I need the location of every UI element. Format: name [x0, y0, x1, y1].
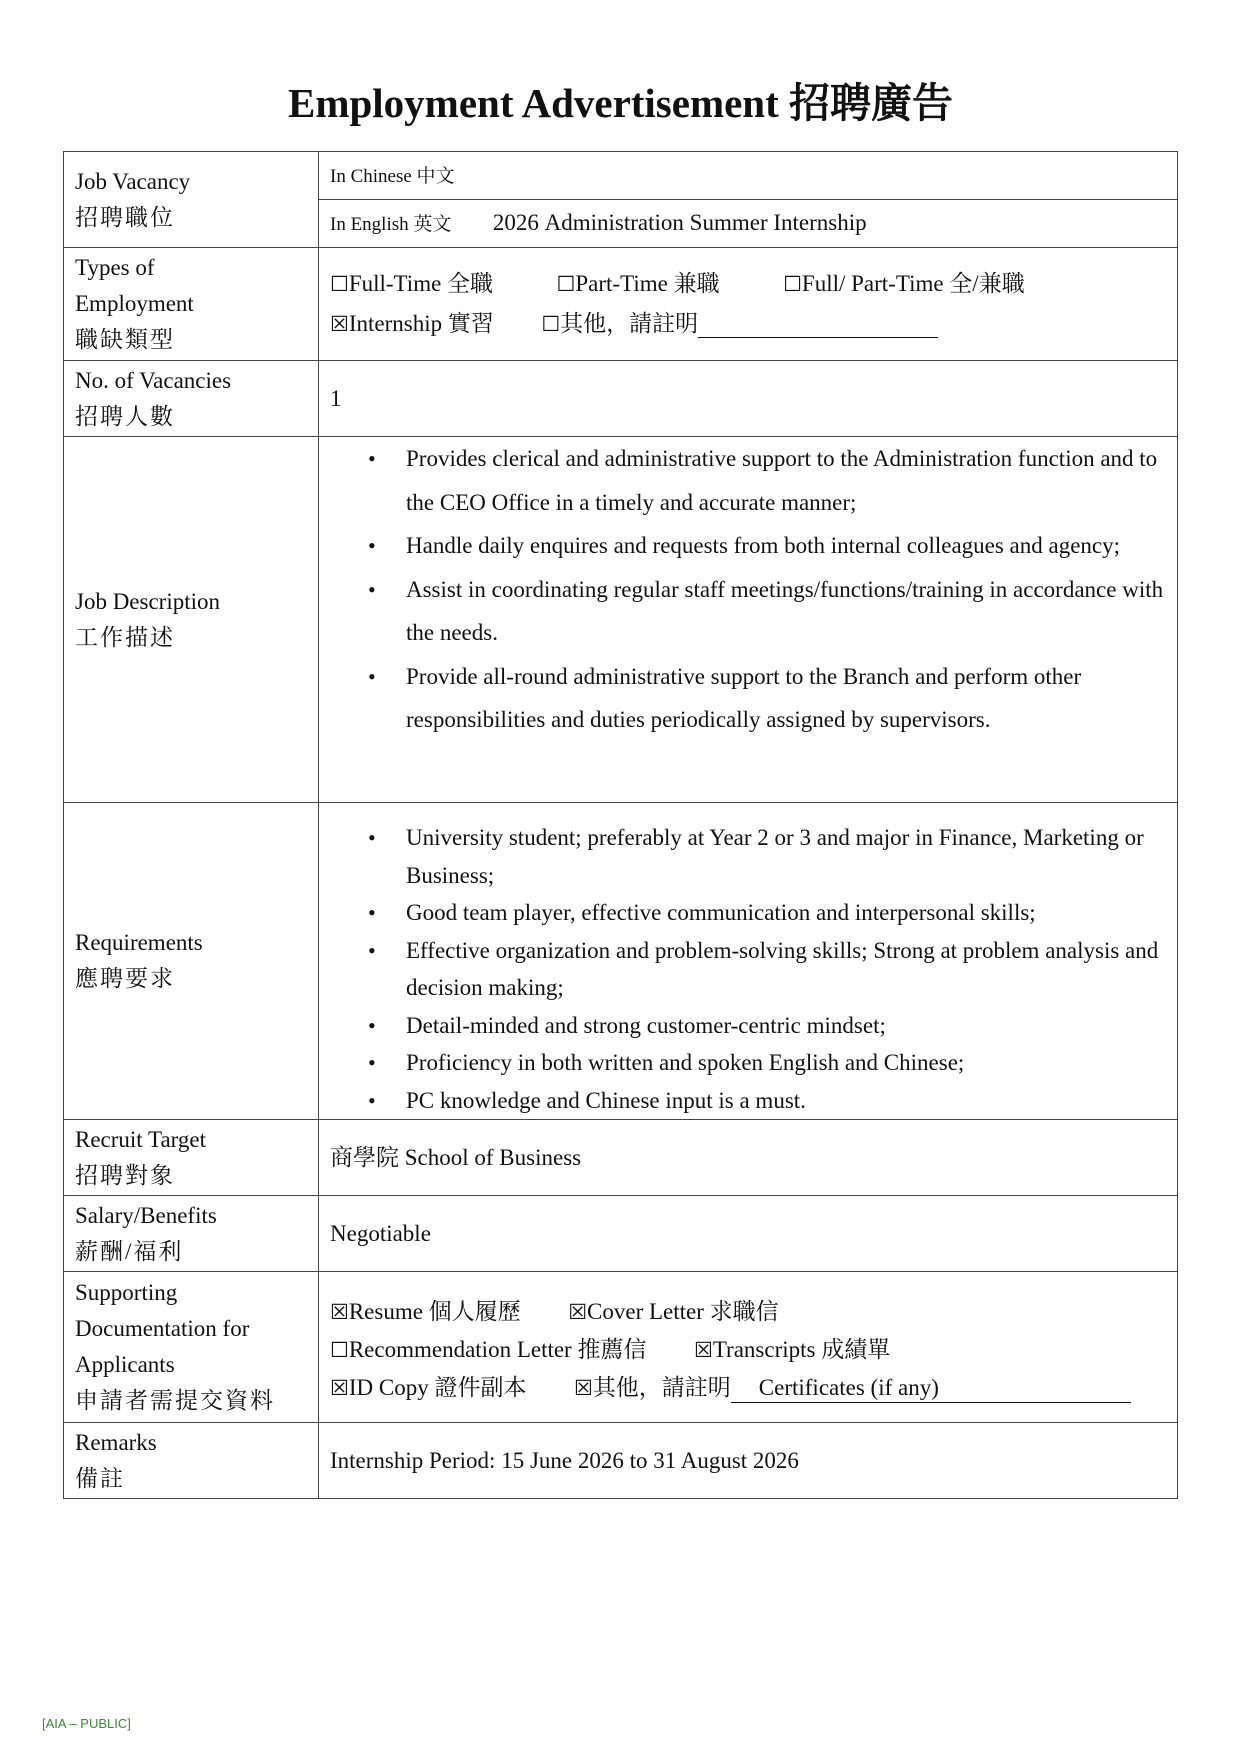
salary-value: Negotiable: [319, 1196, 1178, 1272]
classification-footer: [AIA – PUBLIC]: [42, 1716, 131, 1731]
full-part-time-checkbox[interactable]: ☐: [783, 272, 802, 296]
requirement-item: • Good team player, effective communication and interpersonal skills;: [406, 894, 1165, 932]
employment-type-label-en-1: Types of: [75, 255, 155, 280]
transcripts-label: Transcripts 成績單: [712, 1337, 891, 1362]
recruit-target-value: 商學院 School of Business: [319, 1120, 1178, 1196]
row-job-description: [64, 437, 1178, 803]
row-vacancies: [64, 361, 1178, 437]
requirements-label: [64, 803, 319, 1120]
full-time-checkbox[interactable]: ☐: [330, 272, 349, 296]
requirement-item: • Proficiency in both written and spoken English and Chinese;: [406, 1044, 1165, 1082]
job-description-list: [330, 437, 1165, 742]
vacancies-label: [64, 361, 319, 437]
salary-label-en: Salary/Benefits: [75, 1202, 217, 1228]
salary-label-zh: 薪酬/福利: [75, 1238, 184, 1264]
remarks-label-en: Remarks: [75, 1429, 157, 1455]
job-description-item: • Provides clerical and administrative support to the Administration function and to the CEO Office in a timely and accurate manner;: [406, 437, 1165, 524]
supporting-docs-label-en-3: Applicants: [75, 1352, 175, 1377]
other-type-label: 其他，請註明: [560, 311, 699, 336]
id-copy-label: ID Copy 證件副本: [348, 1375, 527, 1400]
job-vacancy-label: [64, 152, 319, 248]
requirement-item: • Detail-minded and strong customer-centric mindset;: [406, 1007, 1165, 1045]
supporting-docs-label-en-2: Documentation for: [75, 1316, 250, 1341]
id-copy-checkbox[interactable]: ☒: [330, 1376, 349, 1400]
page-title: Employment Advertisement 招聘廣告: [287, 80, 954, 126]
remarks-label: [64, 1423, 319, 1499]
cover-letter-checkbox[interactable]: ☒: [568, 1300, 588, 1324]
supporting-docs-label-zh: 申請者需提交資料: [75, 1388, 275, 1413]
transcripts-checkbox[interactable]: ☒: [693, 1338, 713, 1362]
part-time-label: Part-Time 兼職: [575, 271, 720, 296]
row-job-vacancy-chinese: [64, 152, 1178, 200]
row-employment-type: [64, 248, 1178, 361]
other-docs-label: 其他，請註明: [592, 1375, 731, 1400]
employment-type-label-zh: 職缺類型: [75, 327, 175, 352]
job-vacancy-english-value: 2026 Administration Summer Internship: [492, 209, 867, 235]
requirements-label-en: Requirements: [75, 930, 203, 955]
job-description-item: • Handle daily enquires and requests from both internal colleagues and agency;: [406, 524, 1165, 568]
row-remarks: [64, 1423, 1178, 1499]
job-description-label: [64, 437, 319, 803]
other-docs-value[interactable]: Certificates (if any): [731, 1373, 1131, 1403]
internship-label: Internship 實習: [348, 311, 494, 336]
full-time-label: Full-Time 全職: [348, 271, 494, 296]
recruit-target-label-zh: 招聘對象: [75, 1162, 175, 1188]
employment-type-label: [64, 248, 319, 361]
supporting-docs-label: [64, 1272, 319, 1423]
job-description-item: • Provide all-round administrative support to the Branch and perform other responsibilities and duties periodically assigned by supervisors.: [406, 655, 1165, 742]
internship-checkbox[interactable]: ☒: [330, 312, 349, 336]
job-vacancy-chinese-cell: [319, 152, 1178, 200]
job-description-item: • Assist in coordinating regular staff meetings/functions/training in accordance with the needs.: [406, 568, 1165, 655]
requirement-item: • University student; preferably at Year 2 or 3 and major in Finance, Marketing or Business;: [406, 819, 1165, 894]
row-recruit-target: [64, 1120, 1178, 1196]
salary-label: [64, 1196, 319, 1272]
job-vacancy-english-cell: [319, 200, 1178, 248]
job-vacancy-label-en: Job Vacancy: [75, 168, 191, 194]
resume-checkbox[interactable]: ☒: [330, 1300, 349, 1324]
job-vacancy-label-zh: 招聘職位: [75, 204, 175, 230]
job-description-label-zh: 工作描述: [75, 624, 175, 650]
cover-letter-label: Cover Letter 求職信: [587, 1299, 779, 1324]
vacancies-value: 1: [319, 361, 1178, 437]
recruit-target-label-en: Recruit Target: [75, 1126, 207, 1152]
resume-label: Resume 個人履歷: [348, 1299, 521, 1324]
employment-form-table: [63, 151, 1178, 1499]
requirement-item: • Effective organization and problem-solving skills; Strong at problem analysis and decision making;: [406, 932, 1165, 1007]
other-type-checkbox[interactable]: ☐: [541, 312, 561, 336]
part-time-checkbox[interactable]: ☐: [556, 272, 576, 296]
row-supporting-docs: [64, 1272, 1178, 1423]
other-type-blank[interactable]: [698, 311, 938, 338]
job-description-cell: [319, 437, 1178, 803]
requirements-cell: [319, 803, 1178, 1120]
employment-type-cell: [319, 248, 1178, 361]
full-part-time-label: Full/ Part-Time 全/兼職: [801, 271, 1025, 296]
requirement-item: • PC knowledge and Chinese input is a must.: [406, 1082, 1165, 1120]
in-english-label: In English 英文: [330, 213, 452, 235]
remarks-value: Internship Period: 15 June 2026 to 31 August 2026: [319, 1423, 1178, 1499]
remarks-label-zh: 備註: [75, 1465, 125, 1491]
other-docs-checkbox[interactable]: ☒: [573, 1376, 593, 1400]
row-salary: [64, 1196, 1178, 1272]
row-requirements: [64, 803, 1178, 1120]
requirements-label-zh: 應聘要求: [75, 966, 175, 991]
supporting-docs-label-en-1: Supporting: [75, 1280, 178, 1305]
recruit-target-label: [64, 1120, 319, 1196]
vacancies-label-en: No. of Vacancies: [75, 367, 232, 393]
in-chinese-label: In Chinese 中文: [330, 165, 455, 187]
vacancies-label-zh: 招聘人數: [75, 403, 175, 429]
job-description-label-en: Job Description: [75, 588, 221, 614]
employment-type-label-en-2: Employment: [75, 291, 194, 316]
recommendation-checkbox[interactable]: ☐: [330, 1338, 349, 1362]
supporting-docs-cell: [319, 1272, 1178, 1423]
recommendation-label: Recommendation Letter 推薦信: [348, 1337, 647, 1362]
requirements-list: [330, 819, 1165, 1119]
